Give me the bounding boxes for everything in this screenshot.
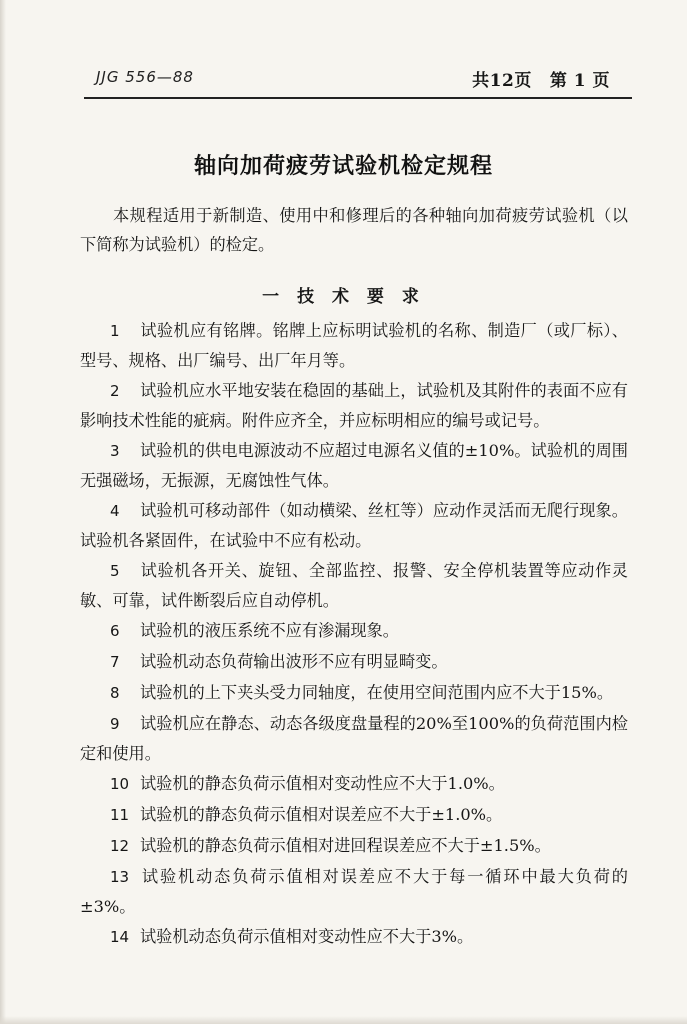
requirement-text: 试验机应有铭牌。铭牌上应标明试验机的名称、制造厂（或厂标）、型号、规格、出厂编号、出厂年月等。 (80, 321, 628, 370)
requirement-number: 6 (110, 622, 120, 640)
requirement-text: 试验机的上下夹头受力同轴度，在使用空间范围内应不大于15%。 (140, 683, 614, 702)
requirement-number: 11 (110, 806, 130, 824)
requirement-number: 10 (110, 775, 130, 793)
requirement-item (80, 316, 628, 375)
requirement-item (80, 800, 628, 830)
requirements-list (80, 316, 628, 953)
requirement-text: 试验机的供电电源波动不应超过电源名义值的±10%。试验机的周围无强磁场，无振源，无腐蚀性气体。 (80, 441, 628, 490)
requirement-number: 12 (110, 837, 130, 855)
page-info (472, 66, 610, 91)
requirement-number: 1 (110, 322, 120, 340)
intro-paragraph: 本规程适用于新制造、使用中和修理后的各种轴向加荷疲劳试验机（以下简称为试验机）的检定。 (80, 206, 628, 254)
requirement-item (80, 678, 628, 708)
requirement-number: 4 (110, 502, 120, 520)
total-pages: 共12页 (472, 71, 532, 91)
requirement-text: 试验机的静态负荷示值相对误差应不大于±1.0%。 (140, 805, 503, 824)
requirement-text: 试验机各开关、旋钮、全部监控、报警、安全停机装置等应动作灵敏、可靠，试件断裂后应自动停机。 (80, 561, 628, 610)
requirement-item (80, 769, 628, 799)
requirement-item (80, 376, 628, 435)
requirement-item (80, 831, 628, 861)
requirement-item (80, 862, 628, 921)
requirement-number: 3 (110, 442, 120, 460)
document-code: JJG 556—88 (96, 68, 194, 86)
document-title: 轴向加荷疲劳试验机检定规程 (193, 153, 493, 179)
requirement-number: 8 (110, 684, 120, 702)
requirement-text: 试验机动态负荷示值相对误差应不大于每一循环中最大负荷的±3%。 (80, 867, 628, 916)
requirement-text: 试验机应在静态、动态各级度盘量程的20%至100%的负荷范围内检定和使用。 (80, 714, 628, 763)
requirement-item (80, 616, 628, 646)
requirement-item (80, 556, 628, 615)
requirement-item (80, 436, 628, 495)
requirement-item (80, 496, 628, 555)
requirement-text: 试验机动态负荷示值相对变动性应不大于3%。 (140, 927, 474, 946)
section-heading: 一 技 术 要 求 (262, 287, 425, 307)
requirement-text: 试验机可移动部件（如动横梁、丝杠等）应动作灵活而无爬行现象。试验机各紧固件，在试验中不应有松动。 (80, 501, 628, 550)
requirement-text: 试验机应水平地安装在稳固的基础上，试验机及其附件的表面不应有影响技术性能的疵病。附件应齐全，并应标明相应的编号或记号。 (80, 381, 628, 430)
requirement-number: 7 (110, 653, 120, 671)
requirement-number: 5 (110, 562, 120, 580)
requirement-text: 试验机的静态负荷示值相对变动性应不大于1.0%。 (140, 774, 505, 793)
page-number: 第 1 页 (549, 71, 610, 91)
page-header (84, 66, 632, 96)
requirement-number: 9 (110, 715, 120, 733)
requirement-text: 试验机动态负荷输出波形不应有明显畸变。 (140, 652, 448, 671)
requirement-text: 试验机的静态负荷示值相对进回程误差应不大于±1.5%。 (140, 836, 551, 855)
requirement-number: 14 (110, 928, 130, 946)
requirement-text: 试验机的液压系统不应有渗漏现象。 (140, 621, 399, 640)
header-rule (84, 97, 632, 99)
requirement-item (80, 709, 628, 768)
requirement-number: 2 (110, 382, 120, 400)
requirement-item (80, 647, 628, 677)
requirement-number: 13 (110, 868, 130, 886)
scan-edge-bottom (0, 1016, 687, 1024)
requirement-item (80, 922, 628, 952)
